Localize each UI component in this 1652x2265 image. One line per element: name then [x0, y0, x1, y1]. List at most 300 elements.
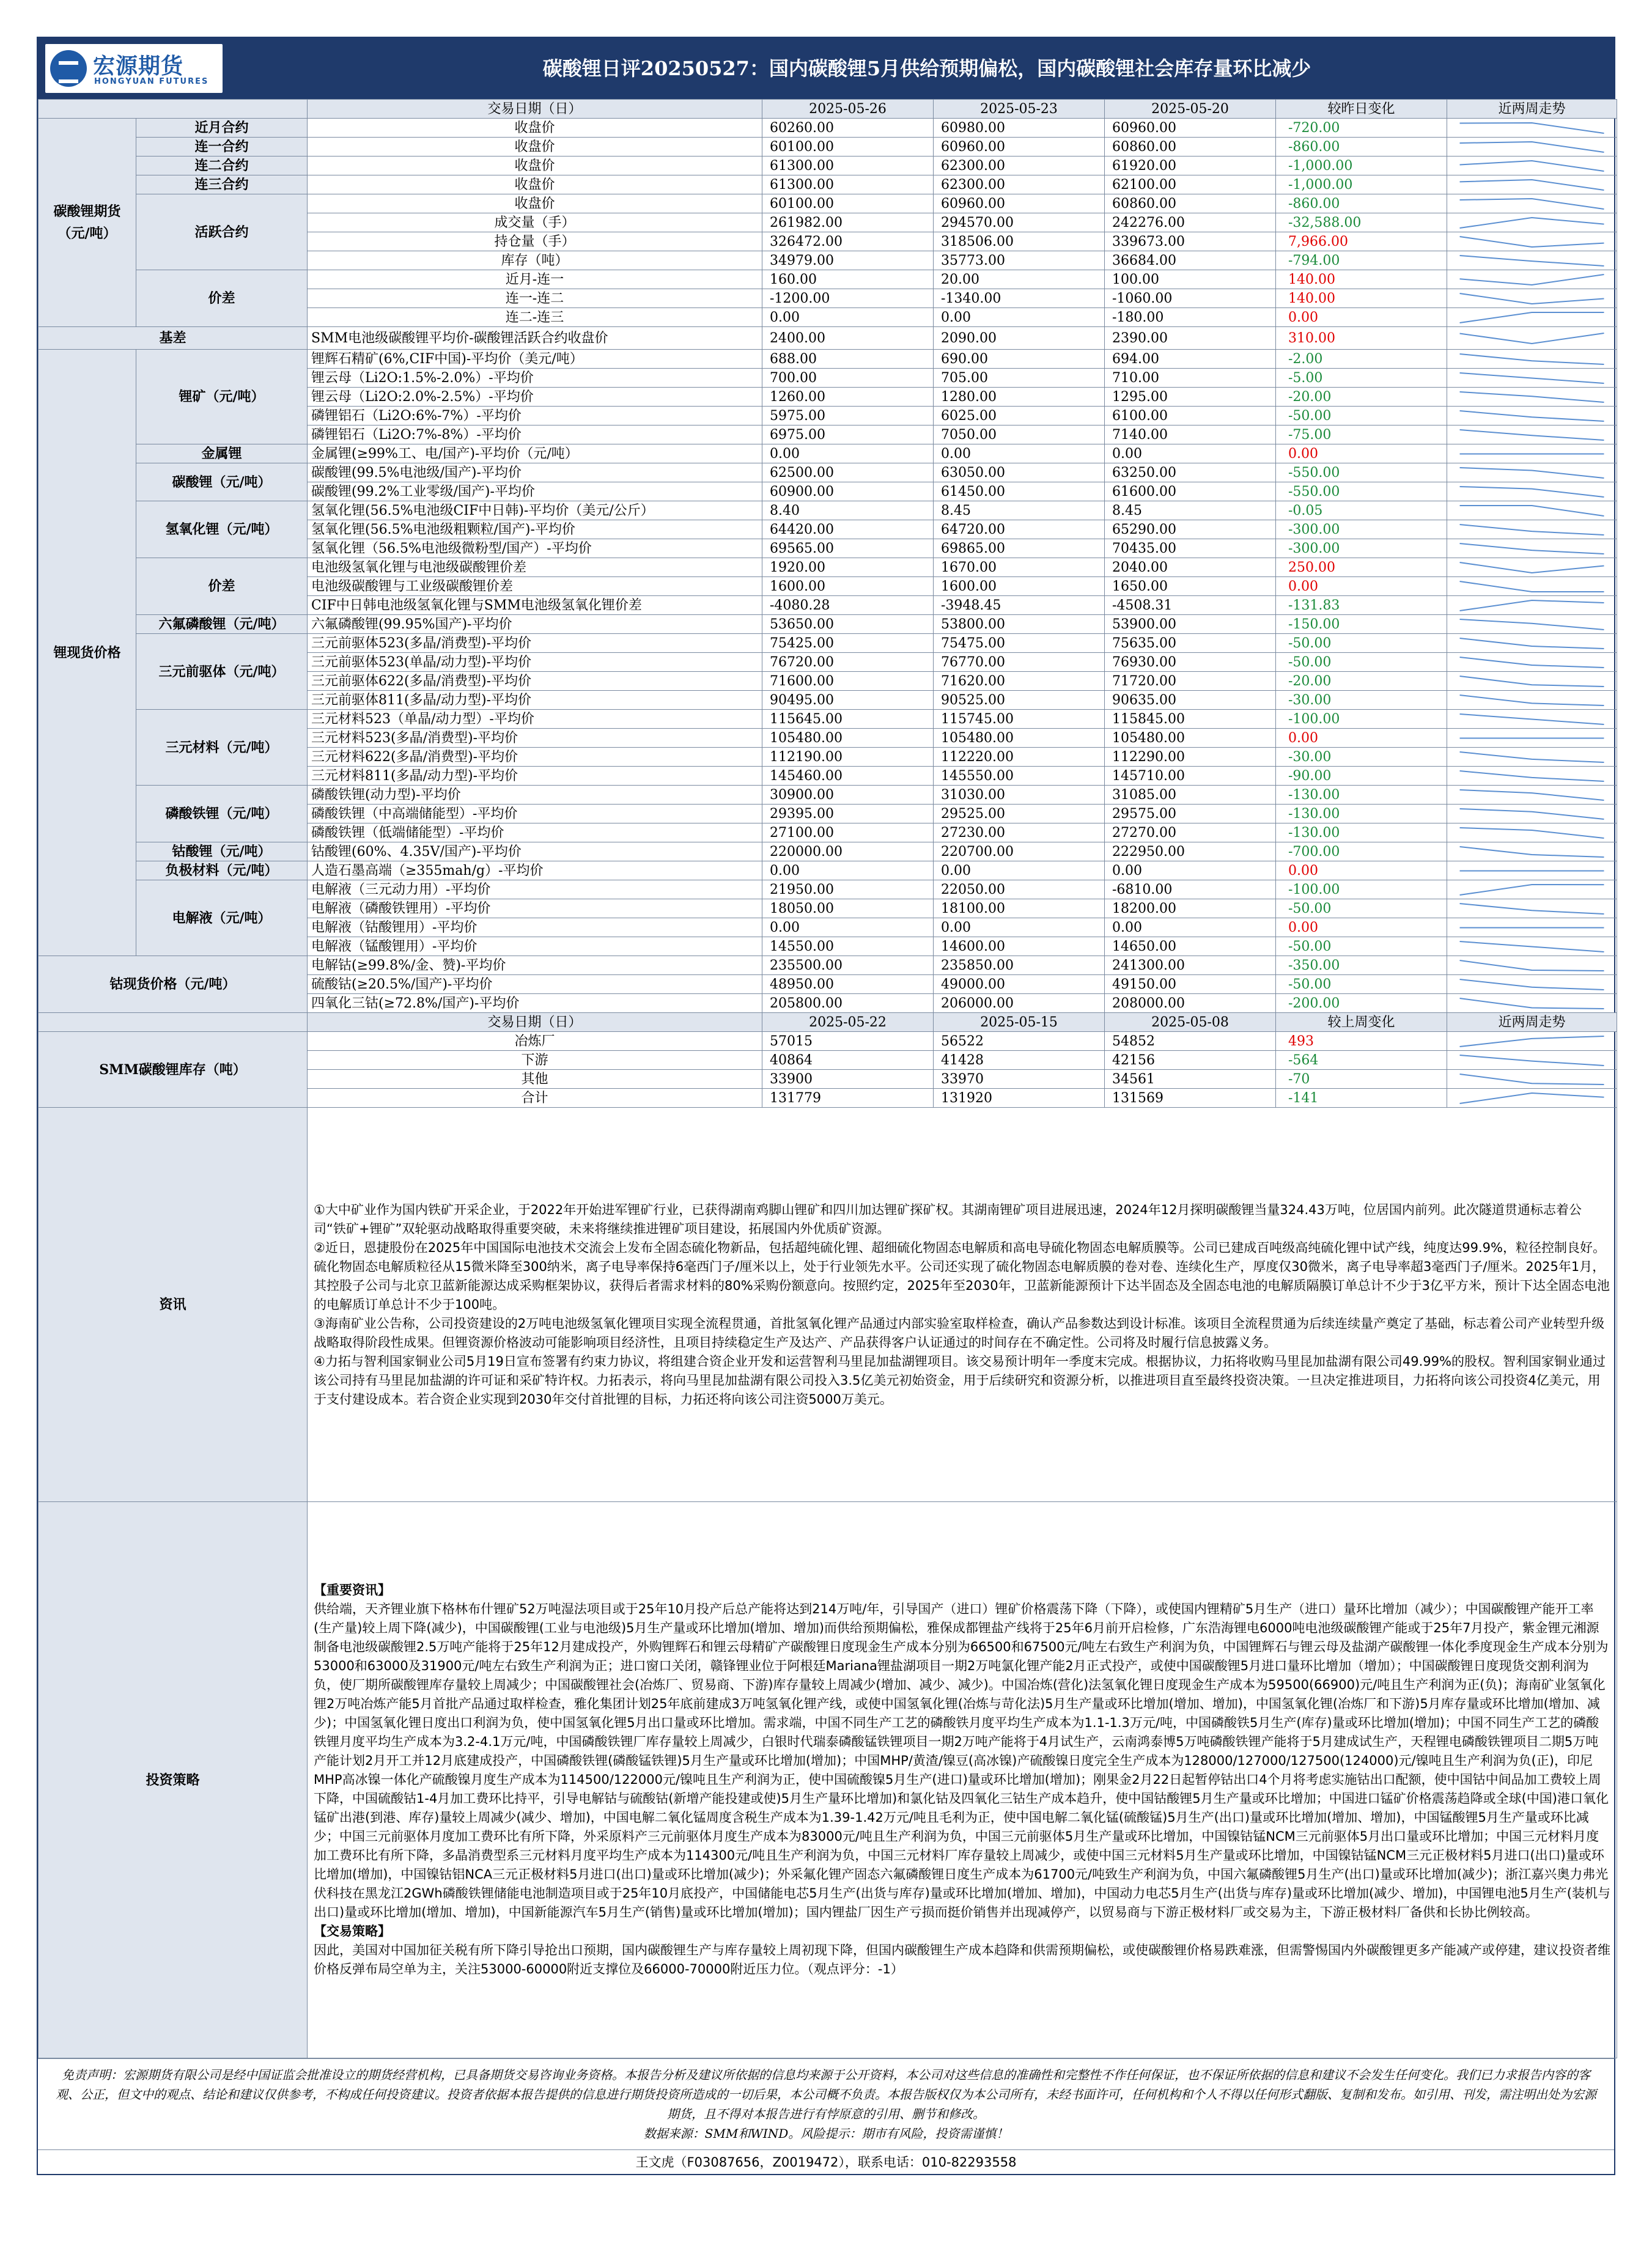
change-cell: -5.00: [1276, 369, 1447, 388]
column-header: 近两周走势: [1447, 1013, 1617, 1032]
header-blank: [39, 100, 308, 119]
value-cell: 71620.00: [934, 672, 1105, 691]
value-cell: 27270.00: [1105, 823, 1276, 842]
subcategory-cell: 连一合约: [136, 138, 308, 157]
item-label: 成交量（手）: [308, 213, 762, 232]
value-cell: 339673.00: [1105, 232, 1276, 251]
value-cell: -4508.31: [1105, 596, 1276, 615]
change-cell: -150.00: [1276, 615, 1447, 634]
trend-sparkline: [1447, 691, 1617, 710]
subcategory-cell: 磷酸铁锂（元/吨）: [136, 786, 308, 842]
item-label: 三元前驱体523(单晶/动力型)-平均价: [308, 653, 762, 672]
news-paragraph: ④力拓与智利国家铜业公司5月19日宣布签署有约束力协议，将组建合资企业开发和运营智利马里昆加盐湖锂项目。该交易预计明年一季度末完成。根据协议，力拓将收购马里昆加盐湖有限公司49.99%的股权。智利国家铜业通过该公司持有马里昆加盐湖的许可证和采矿特许权。力拓表示，将向马里昆加盐湖有限公司投入3.5亿美元初始资金，用于后续研究和资源分析，以推进项目直至最终投资决策。一旦决定推进项目，力拓将向该公司投资4亿美元，用于支付建设成本。若合资企业实现到2030年交付首批锂的目标，力拓还将向该公司注资5000万美元。: [314, 1353, 1606, 1407]
table-row: [39, 956, 1617, 975]
item-label: 三元材料523（单晶/动力型）-平均价: [308, 710, 762, 729]
item-label: CIF中日韩电池级氢氧化锂与SMM电池级氢氧化锂价差: [308, 596, 762, 615]
value-cell: 6975.00: [762, 425, 934, 444]
value-cell: 62300.00: [934, 157, 1105, 175]
table-row: [39, 501, 1617, 520]
trend-sparkline: [1447, 463, 1617, 482]
table-row: [39, 558, 1617, 577]
change-cell: -30.00: [1276, 748, 1447, 767]
value-cell: -180.00: [1105, 308, 1276, 327]
value-cell: 70435.00: [1105, 539, 1276, 558]
value-cell: 14600.00: [934, 937, 1105, 956]
column-header: 2025-05-08: [1105, 1013, 1276, 1032]
item-label: 收盘价: [308, 175, 762, 194]
trend-line: [1460, 430, 1604, 440]
item-label: 磷锂铝石（Li2O:6%-7%）-平均价: [308, 407, 762, 425]
value-cell: 131920: [934, 1089, 1105, 1108]
table-row: [39, 444, 1617, 463]
trend-sparkline: [1447, 994, 1617, 1013]
item-label: 钴酸锂(60%、4.35V/国产)-平均价: [308, 842, 762, 861]
value-cell: 242276.00: [1105, 213, 1276, 232]
value-cell: -1340.00: [934, 289, 1105, 308]
value-cell: -6810.00: [1105, 880, 1276, 899]
value-cell: 65290.00: [1105, 520, 1276, 539]
value-cell: 62100.00: [1105, 175, 1276, 194]
value-cell: 0.00: [1105, 444, 1276, 463]
trend-line: [1460, 619, 1604, 630]
trend-sparkline: [1447, 653, 1617, 672]
value-cell: 53650.00: [762, 615, 934, 634]
value-cell: 33970: [934, 1070, 1105, 1089]
item-label: 下游: [308, 1051, 762, 1070]
item-label: 磷酸铁锂（低端储能型）-平均价: [308, 823, 762, 842]
change-cell: -350.00: [1276, 956, 1447, 975]
value-cell: 7140.00: [1105, 425, 1276, 444]
trend-line: [1460, 180, 1604, 190]
change-cell: 493: [1276, 1032, 1447, 1051]
subcategory-cell: 活跃合约: [136, 194, 308, 270]
trend-line: [1460, 979, 1604, 990]
value-cell: 90635.00: [1105, 691, 1276, 710]
change-cell: -860.00: [1276, 138, 1447, 157]
change-cell: -90.00: [1276, 767, 1447, 786]
change-cell: -300.00: [1276, 539, 1447, 558]
value-cell: 18050.00: [762, 899, 934, 918]
trend-sparkline: [1447, 729, 1617, 748]
item-label: 三元材料811(多晶/动力型)-平均价: [308, 767, 762, 786]
value-cell: 1670.00: [934, 558, 1105, 577]
subcategory-cell: 连二合约: [136, 157, 308, 175]
trend-line: [1460, 847, 1604, 857]
change-cell: 140.00: [1276, 270, 1447, 289]
value-cell: 60860.00: [1105, 194, 1276, 213]
item-label: 电解液（三元动力用）-平均价: [308, 880, 762, 899]
item-label: 四氧化三钴(≥72.8%/国产)-平均价: [308, 994, 762, 1013]
value-cell: 131569: [1105, 1089, 1276, 1108]
value-cell: 60100.00: [762, 194, 934, 213]
change-cell: -50.00: [1276, 975, 1447, 994]
strategy-content: [308, 1502, 1617, 2058]
item-label: 三元前驱体811(多晶/动力型)-平均价: [308, 691, 762, 710]
value-cell: 31030.00: [934, 786, 1105, 805]
value-cell: 27230.00: [934, 823, 1105, 842]
trend-line: [1460, 256, 1604, 266]
value-cell: 64720.00: [934, 520, 1105, 539]
column-header: 交易日期（日）: [308, 1013, 762, 1032]
trend-line: [1460, 1093, 1604, 1103]
trend-sparkline: [1447, 1051, 1617, 1070]
column-header: 较昨日变化: [1276, 100, 1447, 119]
trend-line: [1460, 354, 1604, 364]
subcategory-cell: 金属锂: [136, 444, 308, 463]
subcategory-cell: 锂矿（元/吨）: [136, 350, 308, 444]
item-label: 电解液（磷酸铁锂用）-平均价: [308, 899, 762, 918]
value-cell: 30900.00: [762, 786, 934, 805]
value-cell: 56522: [934, 1032, 1105, 1051]
value-cell: 2400.00: [762, 327, 934, 350]
value-cell: 60960.00: [1105, 119, 1276, 138]
change-cell: -20.00: [1276, 672, 1447, 691]
trend-line: [1460, 274, 1604, 285]
subcategory-cell: 三元材料（元/吨）: [136, 710, 308, 786]
value-cell: 1295.00: [1105, 388, 1276, 407]
value-cell: 61450.00: [934, 482, 1105, 501]
item-label: 硫酸钴(≥20.5%/国产)-平均价: [308, 975, 762, 994]
value-cell: 1280.00: [934, 388, 1105, 407]
subcategory-cell: 氢氧化锂（元/吨）: [136, 501, 308, 558]
trend-sparkline: [1447, 975, 1617, 994]
trend-line: [1460, 657, 1604, 668]
value-cell: 700.00: [762, 369, 934, 388]
value-cell: 33900: [762, 1070, 934, 1089]
category-cell: 基差: [39, 327, 308, 350]
trend-line: [1460, 525, 1604, 535]
value-cell: 690.00: [934, 350, 1105, 369]
strategy-label: 投资策略: [39, 1502, 308, 2058]
trend-line: [1460, 695, 1604, 705]
logo-subtext: HONGYUAN FUTURES: [94, 77, 209, 86]
subcategory-cell: 六氟磷酸锂（元/吨）: [136, 615, 308, 634]
value-cell: 61600.00: [1105, 482, 1276, 501]
value-cell: 60860.00: [1105, 138, 1276, 157]
value-cell: 60980.00: [934, 119, 1105, 138]
value-cell: 235500.00: [762, 956, 934, 975]
item-label: 连一-连二: [308, 289, 762, 308]
item-label: 碳酸锂(99.5%电池级/国产)-平均价: [308, 463, 762, 482]
item-label: 氢氧化锂（56.5%电池级微粉型/国产）-平均价: [308, 539, 762, 558]
value-cell: 76930.00: [1105, 653, 1276, 672]
column-header: 2025-05-22: [762, 1013, 934, 1032]
value-cell: 220700.00: [934, 842, 1105, 861]
value-cell: 60960.00: [934, 138, 1105, 157]
report-sheet: [37, 37, 1615, 2175]
trend-line: [1460, 904, 1604, 914]
change-cell: 0.00: [1276, 577, 1447, 596]
trend-sparkline: [1447, 767, 1617, 786]
important-news-text: 供给端，天齐锂业旗下格林布什锂矿52万吨湿法项目或于25年10月投产后总产能将达到214万吨/年，引导国产（进口）锂矿价格震荡下降（下降），或使国内锂精矿5月生产（进口）量环比增加（减少）；中国碳酸锂产能开工率(生产量)较上周下降(减少)，中国碳酸锂(工业与电池级)5月生产量或环比增加(增加、增加)而供给预期偏松，雅保成都锂盐产线将于25年6月前开启检修，广东浩海锂电6000吨电池级碳酸锂产能或于25年7月投产，紫金锂元湘源制备电池级碳酸锂2.5万吨产能将于25年12月建成投产，外购锂辉石和锂云母精矿产碳酸锂日度现金生产成本分别为66500和67500元/吨左右致生产利润为负，中国锂辉石与锂云母及盐湖产碳酸锂一体化季度现金生产成本分别为53000和63000及31900元/吨左右致生产利润为正；进口窗口关闭，赣锋锂业位于阿根廷Mariana锂盐湖项目一期2万吨氯化锂产能2月正式投产，或使中国碳酸锂5月进口量环比增加（增加）；中国碳酸锂日度现货交割利润为负，使厂期所碳酸锂库存量较上周减少；中国碳酸锂社会(冶炼厂、贸易商、下游)库存量较上周减少(增加、减少、减少)。中国冶炼(营化)法氢氧化锂日度现金生产成本为59500(66900)元/吨且生产利润为正(负)；海南矿业氢氧化锂2万吨冶炼产能5月首批产品通过取样检查，雅化集团计划25年底前建成3万吨氢氧化锂产线，或使中国氢氧化锂(冶炼与苛化法)5月生产量或环比增加(增加、增加)，中国氢氧化锂(冶炼厂和下游)5月库存量或环比增加(增加、减少)；中国氢氧化锂日度出口利润为负，使中国氢氧化锂5月出口量或环比增加。需求端，中国不同生产工艺的磷酸铁月度平均生产成本为1.1-1.3万元/吨，中国磷酸铁5月生产(库存)量或环比增加(增加)；中国不同生产工艺的磷酸铁锂月度平均生产成本为3.2-4.1万元/吨，中国磷酸铁锂厂库存量较上周减少，白银时代瑞泰磷酸锰铁锂项目一期2万吨产能将于4月试生产，云南鸿泰博5万吨磷酸铁锂产能将于5月建成试生产，天程锂电磷酸铁锂项目二期5万吨产能计划2月开工并12月底建成投产，中国磷酸铁锂(磷酸锰铁锂)5月生产量或环比增加(增加)；中国MHP/黄渣/镍豆(高冰镍)产硫酸镍日度完全生产成本为128000/127000/127500(124000)元/镍吨且生产利润为负(正)，印尼MHP高冰镍一体化产硫酸镍月度生产成本为114500/122000元/镍吨且生产利润为正，使中国硫酸镍5月生产(进口)量或环比增加(增加)；刚果金2月22日起暂停钴出口4个月将考虑实施钴出口配额，使中国钴中间品加工费较上周下降，中国硫酸钴1-4月加工费环比持平，引导电解钴与硫酸钴(新增产能投建或使)5月生产量环比增加)和氯化钴及四氧化三钴生产成本趋升，使中国钴酸锂5月生产量或环比增加；中国进口锰矿价格震荡趋降或全球(中国)港口氧化锰矿出港(到港、库存)量较上周减少(减少、增加)，中国电解二氧化锰周度含税生产成本为1.39-1.42万元/吨且毛利为正，使中国电解二氧化锰(硫酸锰)5月生产(出口)量或环比增加(增加、增加)，中国锰酸锂5月生产量或环比减少；中国三元前驱体月度加工费环比有所下降，外采原料产三元前驱体月度生产成本为83000元/吨且生产利润为负，中国三元前驱体5月生产量或环比增加，中国镍钴锰NCM三元前驱体5月出口量或环比增加；中国三元材料月度加工费环比有所下降，多晶消费型系三元材料月度平均生产成本为114300元/吨且生产利润为负，中国三元材料厂库存量较上周减少，或使中国三元材料5月生产量或环比增加，中国镍钴锰NCM三元正极材料5月进口(出口)量或环比增加(增加)，中国镍钴铝NCA三元正极材料5月进口(出口)量或环比增加(减少)；外采氟化锂产固态六氟磷酸锂日度生产成本为61700元/吨致生产利润为负，中国六氟磷酸锂5月生产(出口)量或环比增加(减少)；浙江嘉兴奥力弗光伏科技在黑龙江2GWh磷酸铁锂储能电池制造项目或于25年10月底投产，中国储能电芯5月生产(出货与库存)量或环比增加(增加、增加)，中国动力电芯5月生产(出货与库存)量或环比增加(减少、增加)，中国锂电池5月生产(装机与出口)量或环比增加(增加、增加)，中国新能源汽车5月生产(销售)量或环比增加(增加)；国内锂盐厂因生产亏损而挺价销售并出现减停产，以贸易商与下游正极材料厂或交易为主，下游正极材料厂备供和长协比例较高。: [314, 1602, 1610, 1920]
change-cell: -1,000.00: [1276, 157, 1447, 175]
column-header: 2025-05-20: [1105, 100, 1276, 119]
trend-line: [1460, 237, 1604, 247]
table-row: [39, 880, 1617, 899]
trend-line: [1460, 809, 1604, 819]
table-row: [39, 350, 1617, 369]
subcategory-cell: 电解液（元/吨）: [136, 880, 308, 956]
trend-sparkline: [1447, 407, 1617, 425]
trend-sparkline: [1447, 596, 1617, 615]
header-blank: [39, 1013, 308, 1032]
company-logo: [45, 44, 223, 93]
value-cell: 27100.00: [762, 823, 934, 842]
value-cell: 60260.00: [762, 119, 934, 138]
trend-line: [1460, 676, 1604, 687]
trend-sparkline: [1447, 289, 1617, 308]
value-cell: 21950.00: [762, 880, 934, 899]
change-cell: 310.00: [1276, 327, 1447, 350]
trend-sparkline: [1447, 350, 1617, 369]
value-cell: 206000.00: [934, 994, 1105, 1013]
value-cell: 0.00: [934, 444, 1105, 463]
column-header: 2025-05-23: [934, 100, 1105, 119]
inventory-header-row: [39, 1013, 1617, 1032]
value-cell: 29525.00: [934, 805, 1105, 823]
value-cell: 90525.00: [934, 691, 1105, 710]
logo-text: 宏源期货: [93, 54, 184, 79]
trend-sparkline: [1447, 1070, 1617, 1089]
item-label: 氢氧化锂(56.5%电池级CIF中日韩)-平均价（美元/公斤）: [308, 501, 762, 520]
value-cell: 75425.00: [762, 634, 934, 653]
item-label: 电池级碳酸锂与工业级碳酸锂价差: [308, 577, 762, 596]
change-cell: -1,000.00: [1276, 175, 1447, 194]
change-cell: -0.05: [1276, 501, 1447, 520]
subcategory-cell: 近月合约: [136, 119, 308, 138]
value-cell: 76770.00: [934, 653, 1105, 672]
trend-sparkline: [1447, 327, 1617, 350]
trend-sparkline: [1447, 270, 1617, 289]
value-cell: 20.00: [934, 270, 1105, 289]
item-label: 收盘价: [308, 157, 762, 175]
value-cell: 222950.00: [1105, 842, 1276, 861]
item-label: 收盘价: [308, 119, 762, 138]
value-cell: 112290.00: [1105, 748, 1276, 767]
disclaimer: [38, 2058, 1614, 2149]
value-cell: 53800.00: [934, 615, 1105, 634]
value-cell: 53900.00: [1105, 615, 1276, 634]
change-cell: -30.00: [1276, 691, 1447, 710]
change-cell: -131.83: [1276, 596, 1447, 615]
item-label: 连二-连三: [308, 308, 762, 327]
trend-line: [1460, 123, 1604, 133]
subcategory-cell: 钴酸锂（元/吨）: [136, 842, 308, 861]
trend-sparkline: [1447, 388, 1617, 407]
trend-line: [1460, 600, 1604, 611]
subcategory-cell: 三元前驱体（元/吨）: [136, 634, 308, 710]
value-cell: 0.00: [934, 918, 1105, 937]
strategy-row: [39, 1502, 1617, 2058]
value-cell: -4080.28: [762, 596, 934, 615]
item-label: 人造石墨高端（≥355mah/g）-平均价: [308, 861, 762, 880]
item-label: 锂辉石精矿(6%,CIF中国)-平均价（美元/吨）: [308, 350, 762, 369]
report-title: 碳酸锂日评20250527：国内碳酸锂5月供给预期偏松，国内碳酸锂社会库存量环比减少: [542, 57, 1311, 80]
value-cell: 35773.00: [934, 251, 1105, 270]
value-cell: 61300.00: [762, 157, 934, 175]
table-row: [39, 463, 1617, 482]
value-cell: 63050.00: [934, 463, 1105, 482]
trend-line: [1460, 960, 1604, 971]
value-cell: 18200.00: [1105, 899, 1276, 918]
change-cell: -130.00: [1276, 805, 1447, 823]
trend-sparkline: [1447, 138, 1617, 157]
trend-sparkline: [1447, 369, 1617, 388]
item-label: 三元前驱体523(多晶/消费型)-平均价: [308, 634, 762, 653]
column-header: 近两周走势: [1447, 100, 1617, 119]
trend-line: [1460, 142, 1604, 152]
value-cell: 326472.00: [762, 232, 934, 251]
value-cell: 40864: [762, 1051, 934, 1070]
item-label: 收盘价: [308, 138, 762, 157]
trend-sparkline: [1447, 748, 1617, 767]
value-cell: 34979.00: [762, 251, 934, 270]
trend-sparkline: [1447, 232, 1617, 251]
value-cell: 22050.00: [934, 880, 1105, 899]
value-cell: 112220.00: [934, 748, 1105, 767]
value-cell: -1060.00: [1105, 289, 1276, 308]
inventory-category: SMM碳酸锂库存（吨）: [39, 1032, 308, 1108]
item-label: 氢氧化锂(56.5%电池级粗颗粒/国产)-平均价: [308, 520, 762, 539]
trend-sparkline: [1447, 823, 1617, 842]
value-cell: 694.00: [1105, 350, 1276, 369]
news-paragraph: ③海南矿业公告称，公司投资建设的2万吨电池级氢氧化锂项目实现全流程贯通，首批氢氧化锂产品通过内部实验室取样检查，确认产品参数达到设计标准。该项目全流程贯通为后续连续量产奠定了基础，标志着公司产业转型升级战略取得阶段性成果。但锂资源价格波动可能影响项目经济性，且项目持续稳定生产及达产、产品获得客户认证通过的时间存在不确定性。公司将及时履行信息披露义务。: [314, 1316, 1605, 1350]
trend-line: [1460, 487, 1604, 497]
value-cell: 160.00: [762, 270, 934, 289]
value-cell: 145460.00: [762, 767, 934, 786]
value-cell: 64420.00: [762, 520, 934, 539]
trend-line: [1460, 998, 1604, 1009]
change-cell: -50.00: [1276, 407, 1447, 425]
disclaimer-text: 免责声明：宏源期货有限公司是经中国证监会批准设立的期货经营机构，已具备期货交易咨询业务资格。本报告分析及建议所依据的信息均来源于公开资料，本公司对这些信息的准确性和完整性不作任何保证，也不保证所依据的信息和建议不会发生任何变化。我们已力求报告内容的客观、公正，但文中的观点、结论和建议仅供参考，不构成任何投资建议。投资者依据本报告提供的信息进行期货投资所造成的一切后果，本公司概不负责。本报告版权仅为本公司所有，未经书面许可，任何机构和个人不得以任何形式翻版、复制和发布。如引用、刊发，需注明出处为宏源期货，且不得对本报告进行有悖原意的引用、删节和修改。: [56, 2068, 1596, 2121]
table-row: [39, 615, 1617, 634]
value-cell: 112190.00: [762, 748, 934, 767]
category-cell: 碳酸锂期货 （元/吨）: [39, 119, 136, 327]
trend-line: [1460, 828, 1604, 838]
value-cell: 0.00: [934, 308, 1105, 327]
value-cell: 42156: [1105, 1051, 1276, 1070]
value-cell: 63250.00: [1105, 463, 1276, 482]
item-label: 磷酸铁锂(动力型)-平均价: [308, 786, 762, 805]
item-label: 锂云母（Li2O:2.0%-2.5%）-平均价: [308, 388, 762, 407]
table-row: [39, 842, 1617, 861]
table-row: [39, 119, 1617, 138]
trend-line: [1460, 333, 1604, 344]
trend-sparkline: [1447, 539, 1617, 558]
trend-sparkline: [1447, 213, 1617, 232]
trend-line: [1460, 562, 1604, 573]
trend-line: [1460, 1036, 1604, 1047]
trend-sparkline: [1447, 842, 1617, 861]
item-label: 锂云母（Li2O:1.5%-2.0%）-平均价: [308, 369, 762, 388]
change-cell: -100.00: [1276, 710, 1447, 729]
trend-line: [1460, 1055, 1604, 1066]
value-cell: 115745.00: [934, 710, 1105, 729]
trend-line: [1460, 218, 1604, 228]
trend-line: [1460, 199, 1604, 209]
trend-sparkline: [1447, 634, 1617, 653]
value-cell: 318506.00: [934, 232, 1105, 251]
value-cell: 710.00: [1105, 369, 1276, 388]
item-label: 六氟磷酸锂(99.95%国产)-平均价: [308, 615, 762, 634]
change-cell: 0.00: [1276, 861, 1447, 880]
item-label: 电解钴(≥99.8%/金、赞)-平均价: [308, 956, 762, 975]
trend-sparkline: [1447, 615, 1617, 634]
change-cell: -141: [1276, 1089, 1447, 1108]
change-cell: -550.00: [1276, 482, 1447, 501]
value-cell: 14550.00: [762, 937, 934, 956]
value-cell: 205800.00: [762, 994, 934, 1013]
value-cell: 0.00: [762, 444, 934, 463]
value-cell: 0.00: [1105, 918, 1276, 937]
trend-sparkline: [1447, 1032, 1617, 1051]
table-row: [39, 175, 1617, 194]
item-label: 电解液（钴酸锂用）-平均价: [308, 918, 762, 937]
change-cell: -794.00: [1276, 251, 1447, 270]
value-cell: -3948.45: [934, 596, 1105, 615]
trend-sparkline: [1447, 558, 1617, 577]
value-cell: 60900.00: [762, 482, 934, 501]
trend-line: [1460, 411, 1604, 421]
news-paragraph: ②近日，恩捷股份在2025年中国国际电池技术交流会上发布全固态硫化物新品，包括超纯硫化锂、超细硫化物固态电解质和高电导硫化物固态电解质膜等。公司已建成百吨级高纯硫化锂中试产线，纯度达99.9%，粒径控制良好。硫化物固态电解质粒径从15微米降至300纳米，离子电导率保持6毫西门子/厘米以上，处于行业领先水平。公司还实现了硫化物固态电解质膜的卷对卷、连续化生产，厚度仅30微米，离子电导率超3毫西门子/厘米。2025年1月，其控股子公司与北京卫蓝新能源达成采购框架协议，获得后者需求材料的80%采购份额意向。按照约定，2025年至2030年，卫蓝新能源预计下达半固态及全固态电池的电解质隔膜订单总计不少于3亿平方米，预计下达全固态电池的电解质订单总计不少于100吨。: [314, 1240, 1610, 1312]
trend-sparkline: [1447, 501, 1617, 520]
value-cell: 105480.00: [934, 729, 1105, 748]
value-cell: 208000.00: [1105, 994, 1276, 1013]
trend-line: [1460, 468, 1604, 478]
trend-line: [1460, 293, 1604, 304]
trend-line: [1460, 581, 1604, 592]
value-cell: 6100.00: [1105, 407, 1276, 425]
table-row: [39, 786, 1617, 805]
value-cell: 0.00: [934, 861, 1105, 880]
table-row: [39, 710, 1617, 729]
value-cell: 75475.00: [934, 634, 1105, 653]
trend-line: [1460, 752, 1604, 762]
trade-strategy-text: 因此，美国对中国加征关税有所下降引导抢出口预期，国内碳酸锂生产与库存量较上周初现下降，但国内碳酸锂生产成本趋降和供需预期偏松，或使碳酸锂价格易跌难涨，但需警惕国内外碳酸锂更多产能减产或停建，建议投资者维价格反弹布局空单为主，关注53000-60000附近支撑位及66000-70000附近压力位。（观点评分：-1）: [314, 1943, 1610, 1976]
table-row: [39, 634, 1617, 653]
value-cell: 49000.00: [934, 975, 1105, 994]
trend-sparkline: [1447, 672, 1617, 691]
change-cell: -2.00: [1276, 350, 1447, 369]
value-cell: 7050.00: [934, 425, 1105, 444]
value-cell: 688.00: [762, 350, 934, 369]
item-label: 三元材料622(多晶/消费型)-平均价: [308, 748, 762, 767]
trend-line: [1460, 506, 1604, 516]
trend-sparkline: [1447, 937, 1617, 956]
trend-sparkline: [1447, 308, 1617, 327]
trend-sparkline: [1447, 520, 1617, 539]
value-cell: 2090.00: [934, 327, 1105, 350]
item-label: 金属锂(≥99%工、电/国产)-平均价（元/吨）: [308, 444, 762, 463]
news-content: [308, 1108, 1617, 1502]
value-cell: 57015: [762, 1032, 934, 1051]
category-cell: 锂现货价格: [39, 350, 136, 956]
value-cell: 115645.00: [762, 710, 934, 729]
trend-line: [1460, 543, 1604, 554]
value-cell: 18100.00: [934, 899, 1105, 918]
logo-mark-icon: [50, 50, 87, 87]
item-label: 持仓量（手）: [308, 232, 762, 251]
trend-line: [1460, 771, 1604, 781]
value-cell: 61300.00: [762, 175, 934, 194]
change-cell: -130.00: [1276, 786, 1447, 805]
value-cell: 220000.00: [762, 842, 934, 861]
value-cell: 36684.00: [1105, 251, 1276, 270]
value-cell: 145710.00: [1105, 767, 1276, 786]
trend-sparkline: [1447, 175, 1617, 194]
column-header: 较上周变化: [1276, 1013, 1447, 1032]
value-cell: 1650.00: [1105, 577, 1276, 596]
